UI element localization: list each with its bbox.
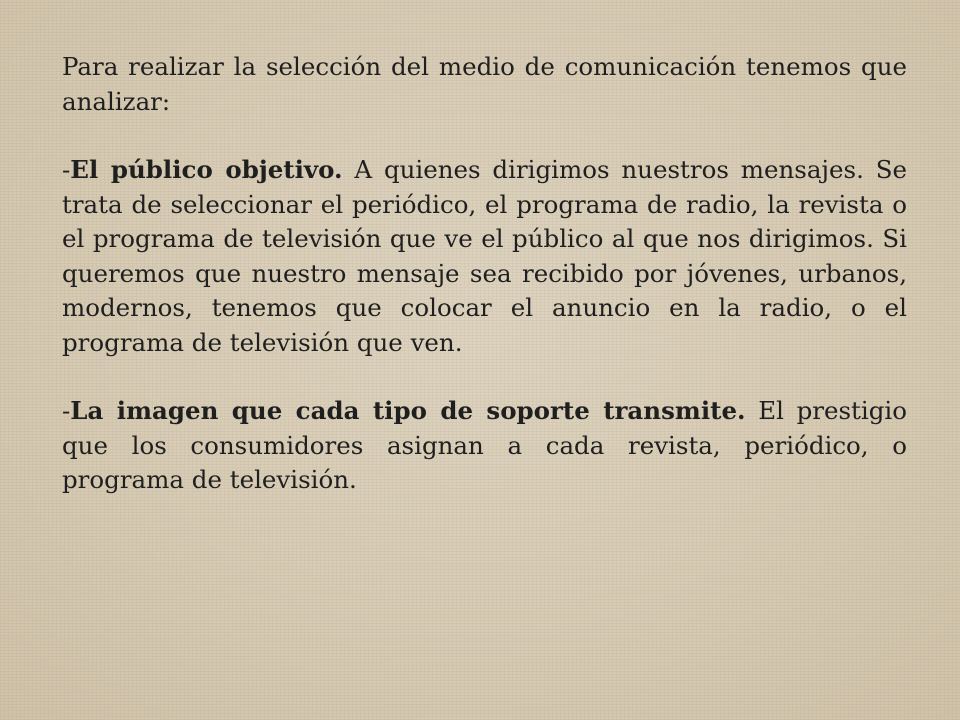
slide-content [62, 50, 907, 498]
item-public-objective [62, 153, 907, 360]
item-body: El prestigio que los consumidores asignan a cada revista, periódico, o programa de televisión. [62, 396, 907, 494]
intro-paragraph: Para realizar la selección del medio de comunicación tenemos que analizar: [62, 52, 907, 116]
item-heading: La imagen que cada tipo de soporte transmite. [70, 396, 746, 425]
item-dash: - [62, 396, 71, 425]
item-heading: El público objetivo. [70, 155, 343, 184]
item-dash: - [62, 155, 71, 184]
item-support-image [62, 394, 907, 498]
item-body: A quienes dirigimos nuestros mensajes. Se trata de seleccionar el periódico, el programa de radio, la revista o el programa de televisión que ve el público al que nos dirigimos. Si queremos que nuestro mensaje sea recibido por jóvenes, urbanos, modernos, tenemos que colocar el anuncio en la radio, o el programa de televisión que ven. [62, 155, 907, 357]
